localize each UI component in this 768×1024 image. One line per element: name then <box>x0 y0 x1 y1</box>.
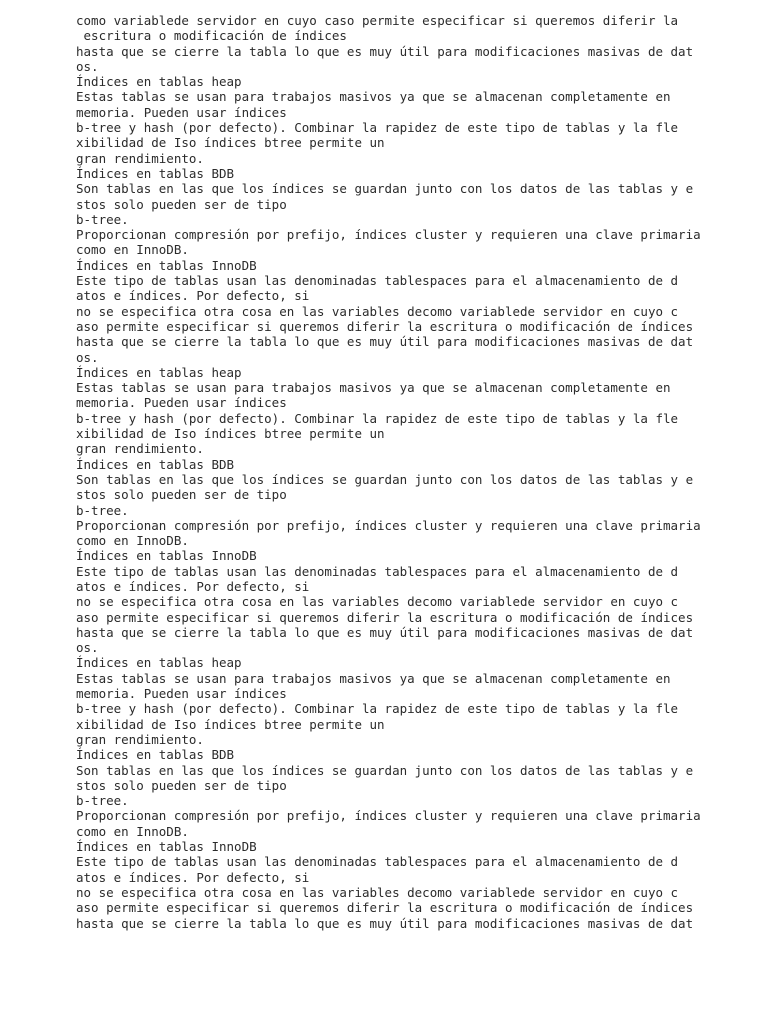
text-line: Estas tablas se usan para trabajos masivos ya que se almacenan completamente en <box>76 670 671 686</box>
text-line: aso permite especificar si queremos diferir la escritura o modificación de índices <box>76 900 694 916</box>
text-line: xibilidad de Iso índices btree permite un <box>76 135 385 151</box>
text-line: Son tablas en las que los índices se guardan junto con los datos de las tablas y e <box>76 181 694 197</box>
text-line: os. <box>76 58 99 74</box>
text-line: xibilidad de Iso índices btree permite un <box>76 716 385 732</box>
text-line: Índices en tablas BDB <box>76 165 235 181</box>
text-line: memoria. Pueden usar índices <box>76 686 287 702</box>
text-line: Son tablas en las que los índices se guardan junto con los datos de las tablas y e <box>76 762 694 778</box>
text-line: hasta que se cierre la tabla lo que es muy útil para modificaciones masivas de dat <box>76 43 694 59</box>
text-line: como en InnoDB. <box>76 823 189 839</box>
text-line: Índices en tablas BDB <box>76 456 235 472</box>
text-line: Proporcionan compresión por prefijo, índices cluster y requieren una clave primaria <box>76 808 701 824</box>
text-line: gran rendimiento. <box>76 150 204 166</box>
text-line: Estas tablas se usan para trabajos masivos ya que se almacenan completamente en <box>76 380 671 396</box>
text-line: Proporcionan compresión por prefijo, índices cluster y requieren una clave primaria <box>76 227 701 243</box>
text-line: b-tree y hash (por defecto). Combinar la rapidez de este tipo de tablas y la fle <box>76 701 679 717</box>
text-line: Son tablas en las que los índices se guardan junto con los datos de las tablas y e <box>76 471 694 487</box>
text-line: b-tree y hash (por defecto). Combinar la rapidez de este tipo de tablas y la fle <box>76 120 679 136</box>
text-line: hasta que se cierre la tabla lo que es muy útil para modificaciones masivas de dat <box>76 915 694 931</box>
text-line: como variablede servidor en cuyo caso permite especificar si queremos diferir la <box>76 13 679 28</box>
text-line: Índices en tablas heap <box>76 655 242 671</box>
text-line: memoria. Pueden usar índices <box>76 395 287 411</box>
text-line: como en InnoDB. <box>76 533 189 549</box>
text-line: como en InnoDB. <box>76 242 189 258</box>
text-line: Índices en tablas InnoDB <box>76 257 257 273</box>
text-line: no se especifica otra cosa en las variables decomo variablede servidor en cuyo c <box>76 884 679 900</box>
text-line: gran rendimiento. <box>76 731 204 747</box>
text-line: b-tree. <box>76 793 129 809</box>
text-line: stos solo pueden ser de tipo <box>76 196 287 212</box>
text-line: aso permite especificar si queremos diferir la escritura o modificación de índices <box>76 318 694 334</box>
text-line: os. <box>76 349 99 365</box>
text-line: gran rendimiento. <box>76 441 204 457</box>
document-body-text <box>76 13 716 931</box>
text-line: os. <box>76 640 99 656</box>
text-line: Índices en tablas InnoDB <box>76 548 257 564</box>
text-line: b-tree. <box>76 211 129 227</box>
text-line: stos solo pueden ser de tipo <box>76 487 287 503</box>
text-line: hasta que se cierre la tabla lo que es muy útil para modificaciones masivas de dat <box>76 624 694 640</box>
text-line: Este tipo de tablas usan las denominadas tablespaces para el almacenamiento de d <box>76 273 679 289</box>
text-line: Proporcionan compresión por prefijo, índices cluster y requieren una clave primaria <box>76 517 701 533</box>
text-line: atos e índices. Por defecto, si <box>76 288 310 304</box>
text-line: Este tipo de tablas usan las denominadas tablespaces para el almacenamiento de d <box>76 854 679 870</box>
text-line: memoria. Pueden usar índices <box>76 104 287 120</box>
text-line: atos e índices. Por defecto, si <box>76 869 310 885</box>
text-line: atos e índices. Por defecto, si <box>76 578 310 594</box>
text-line: b-tree. <box>76 502 129 518</box>
text-line: aso permite especificar si queremos diferir la escritura o modificación de índices <box>76 609 694 625</box>
text-line: Estas tablas se usan para trabajos masivos ya que se almacenan completamente en <box>76 89 671 105</box>
text-line: Este tipo de tablas usan las denominadas tablespaces para el almacenamiento de d <box>76 563 679 579</box>
text-line: stos solo pueden ser de tipo <box>76 777 287 793</box>
text-line: Índices en tablas heap <box>76 74 242 90</box>
text-line: hasta que se cierre la tabla lo que es muy útil para modificaciones masivas de dat <box>76 334 694 350</box>
text-line: no se especifica otra cosa en las variables decomo variablede servidor en cuyo c <box>76 303 679 319</box>
text-line: b-tree y hash (por defecto). Combinar la rapidez de este tipo de tablas y la fle <box>76 410 679 426</box>
text-line: Índices en tablas InnoDB <box>76 839 257 855</box>
text-line: Índices en tablas BDB <box>76 747 235 763</box>
text-line: xibilidad de Iso índices btree permite un <box>76 426 385 442</box>
text-line: escritura o modificación de índices <box>76 28 347 44</box>
text-line: Índices en tablas heap <box>76 364 242 380</box>
text-line: no se especifica otra cosa en las variables decomo variablede servidor en cuyo c <box>76 594 679 610</box>
